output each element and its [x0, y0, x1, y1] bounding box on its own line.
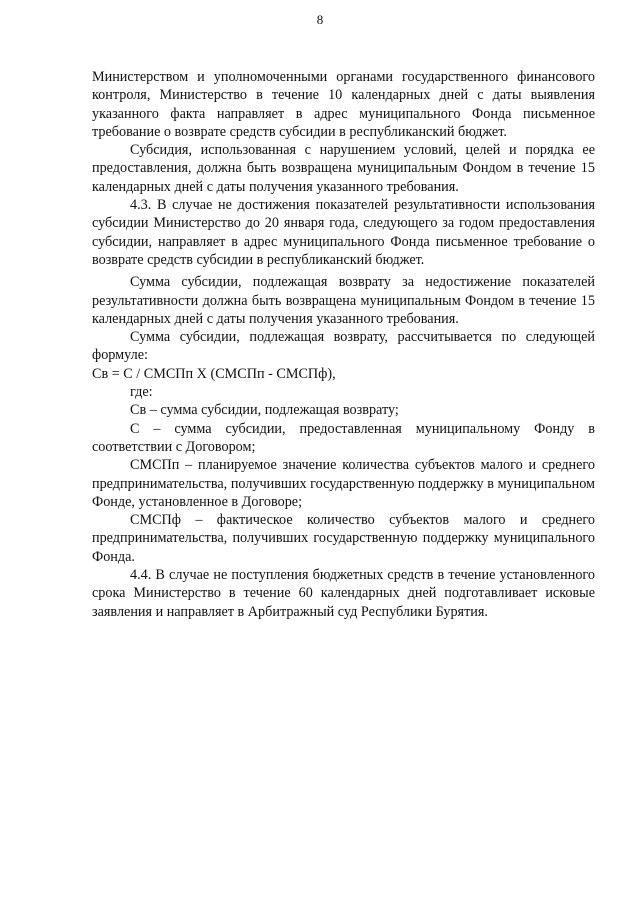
formula-where: где: — [130, 384, 153, 401]
definition-c: С – сумма субсидии, предоставленная муниципальному Фонду в соответствии с Договором; — [92, 420, 595, 455]
paragraph-clause-4-3: 4.3. В случае не достижения показателей результативности использования субсидии Министерство до 20 января года, следующего за годом предоставления субсидии, направляет в адрес муниципального Фонда письменное требование о возврате средств субсидии в республиканский бюджет. — [92, 197, 595, 268]
document-body — [92, 68, 595, 621]
page-number: 8 — [316, 12, 324, 27]
definition-sv: Св – сумма субсидии, подлежащая возврату; — [130, 402, 399, 419]
paragraph-subsidy-violation: Субсидия, использованная с нарушением условий, целей и порядка ее предоставления, должна быть возвращена муниципальным Фондом в течение 15 календарных дней с даты получения указанного требования. — [92, 142, 595, 195]
paragraph-clause-4-4: 4.4. В случае не поступления бюджетных средств в течение установленного срока Министерство в течение 60 календарных дней подготавливает исковые заявления и направляет в Арбитражный суд Республики Бурятия. — [92, 567, 595, 620]
formula: Св = С / СМСПп Х (СМСПп - СМСПф), — [92, 365, 336, 382]
paragraph-return-amount: Сумма субсидии, подлежащая возврату за недостижение показателей результативности должна быть возвращена муниципальным Фондом в течение 15 календарных дней с даты получения указанного требования. — [92, 274, 595, 327]
paragraph-formula-intro: Сумма субсидии, подлежащая возврату, рассчитывается по следующей формуле: — [92, 329, 595, 364]
definition-smsp-planned: СМСПп – планируемое значение количества субъектов малого и среднего предпринимательства, получивших государственную поддержку в муниципальном Фонде, установленное в Договоре; — [92, 457, 595, 510]
paragraph-continuation: Министерством и уполномоченными органами государственного финансового контроля, Министерство в течение 10 календарных дней с даты выявления указанного факта направляет в адрес муниципального Фонда письменное требование о возврате средств субсидии в республиканский бюджет. — [92, 69, 595, 140]
definition-smsp-actual: СМСПф – фактическое количество субъектов малого и среднего предпринимательства, получивших государственную поддержку муниципального Фонда. — [92, 512, 595, 565]
